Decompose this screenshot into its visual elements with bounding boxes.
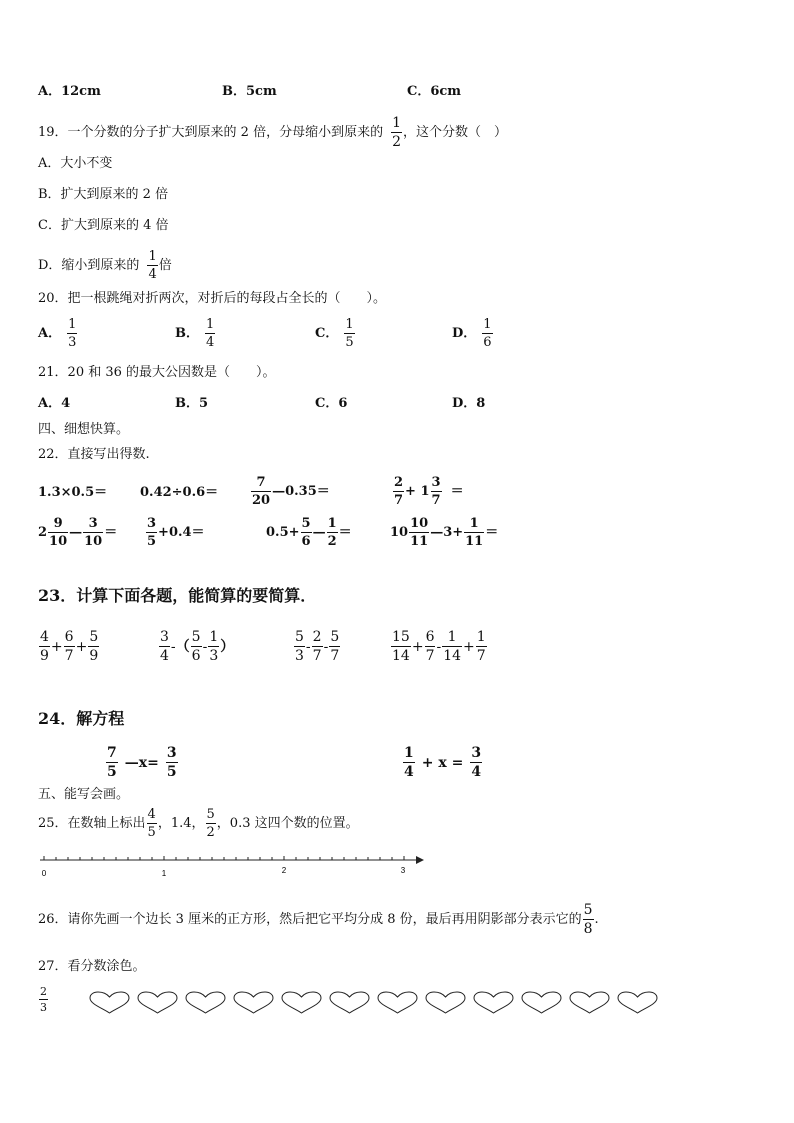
q23-e2-frac-b — [191, 630, 202, 663]
q19-stem-tail: ，这个分数（ ） — [403, 125, 508, 140]
q22-e6-tail: +0.4＝ — [158, 525, 205, 540]
q23-e1-c-num: 5 — [89, 629, 99, 645]
q22-expr-2: 0.42÷0.6＝ — [140, 485, 219, 500]
q22-e7-den-2: 2 — [327, 534, 337, 549]
q25-frac-1 — [147, 808, 157, 839]
q23-e3-op-2: - — [323, 638, 329, 655]
q22-e8-den-2: 11 — [465, 534, 484, 549]
q27-hearts-row — [88, 991, 659, 1015]
q22-e6-fraction — [146, 517, 157, 548]
q22-e5-tail: ＝ — [104, 525, 118, 540]
heart-shape[interactable] — [88, 991, 131, 1015]
q22-e3-fraction — [251, 476, 271, 507]
q23-e3-b-den: 7 — [312, 648, 322, 664]
q19-frac-num: 1 — [392, 115, 401, 131]
q19-option-d-tail: 倍 — [158, 258, 172, 273]
q23-e2-frac-a — [159, 630, 170, 663]
q22-e5-mid: — — [69, 525, 83, 540]
q23-e4-frac-e — [476, 630, 487, 663]
q22-e7-den-1: 6 — [301, 534, 311, 549]
heart-shape[interactable] — [520, 991, 563, 1015]
q22-e5-num-1: 9 — [53, 516, 63, 531]
q19-option-d-fraction — [147, 250, 157, 281]
q23-e1-frac-c — [88, 630, 99, 663]
q23-e3-frac-c — [329, 630, 340, 663]
q22-e7-num-2: 1 — [327, 516, 337, 531]
q20-d-label: D． — [452, 326, 477, 341]
q22-e4-den-2: 7 — [431, 493, 441, 508]
q20-c-den: 5 — [345, 335, 354, 350]
q24-eq2-den-2: 4 — [471, 764, 482, 780]
q22-e8-mid: —3+ — [430, 525, 464, 540]
q21-option-c: C．6 — [315, 396, 348, 411]
q23-expr-2 — [158, 630, 234, 663]
q20-a-fraction — [67, 318, 77, 349]
q25-stem — [38, 808, 359, 839]
q22-e5-frac-2 — [83, 517, 103, 548]
q23-e3-frac-a — [294, 630, 305, 663]
q19-option-b: B．扩大到原来的 2 倍 — [38, 187, 169, 202]
q26-stem-tail: . — [594, 912, 599, 927]
q22-e4-tail: ＝ — [450, 484, 464, 499]
q23-e1-frac-b — [64, 630, 75, 663]
q20-option-c — [315, 318, 356, 349]
q23-e1-b-num: 6 — [64, 629, 74, 645]
q20-option-b — [175, 318, 216, 349]
q27-fraction — [39, 986, 48, 1013]
q26-stem — [38, 903, 599, 936]
axis-label-1: 1 — [161, 869, 167, 878]
q23-e2-c-den: 3 — [209, 648, 219, 664]
q20-a-label: A． — [38, 326, 62, 341]
q19-option-d-text: D．缩小到原来的 — [38, 258, 140, 273]
q22-e3-num: 7 — [256, 475, 266, 490]
q22-e7-num-1: 5 — [301, 516, 311, 531]
q22-e3-den: 20 — [252, 493, 271, 508]
q22-e4-frac-2 — [431, 476, 442, 507]
q23-e3-c-num: 5 — [330, 629, 340, 645]
q22-e5-den-1: 10 — [49, 534, 68, 549]
q24-eq1-mid: —x= — [124, 754, 159, 771]
q23-e4-e-den: 7 — [476, 648, 486, 664]
q24-eq1-den-2: 5 — [166, 764, 177, 780]
q23-e4-frac-c — [442, 630, 462, 663]
q19-fraction — [391, 116, 402, 149]
q24-eq1-frac-2 — [166, 746, 178, 779]
q23-e1-op-2: + — [75, 638, 88, 655]
q22-e8-tail: ＝ — [485, 525, 499, 540]
q22-e5-whole: 2 — [38, 525, 48, 540]
q21-option-d: D．8 — [452, 396, 486, 411]
q22-e4-frac-1 — [393, 476, 404, 507]
q21-stem: 21．20 和 36 的最大公因数是（ ）。 — [38, 365, 276, 380]
q20-b-fraction — [205, 318, 215, 349]
q24-eq1-num-2: 3 — [166, 745, 177, 761]
q22-e5-num-2: 3 — [88, 516, 98, 531]
q22-e5-den-2: 10 — [84, 534, 103, 549]
q23-e2-a-num: 3 — [160, 629, 169, 645]
q22-e4-num-1: 2 — [394, 475, 404, 490]
q23-e4-e-num: 1 — [476, 629, 486, 645]
q26-num: 5 — [583, 902, 593, 918]
heart-shape[interactable] — [616, 991, 659, 1015]
q25-f2-num: 5 — [206, 807, 215, 822]
q22-expr-5 — [38, 517, 117, 548]
q25-number-line — [36, 850, 426, 880]
q25-stem-mid: ，1.4， — [157, 816, 205, 831]
q23-expr-1 — [38, 630, 100, 663]
q24-eq2-den-1: 4 — [404, 764, 414, 780]
q22-e7-mid: — — [312, 525, 326, 540]
q23-e1-a-num: 4 — [40, 629, 49, 645]
q23-e4-a-num: 15 — [392, 629, 410, 645]
q23-e2-b-den: 6 — [191, 648, 201, 664]
q22-e7-frac-2 — [327, 517, 338, 548]
q22-e4-den-1: 7 — [394, 493, 404, 508]
q19-d-num: 1 — [148, 249, 157, 264]
q22-e4-mid: + 1 — [405, 484, 430, 499]
q24-eq2-mid: + x = — [421, 754, 464, 771]
q23-e3-a-den: 3 — [295, 648, 304, 664]
q24-equation-1 — [105, 746, 179, 779]
heart-shape[interactable] — [184, 991, 227, 1015]
q20-a-den: 3 — [68, 335, 77, 350]
q24-eq1-num-1: 7 — [107, 745, 117, 761]
q23-e2-b-num: 5 — [191, 629, 201, 645]
q19-option-d — [38, 250, 172, 281]
q19-d-den: 4 — [148, 267, 157, 282]
q26-stem-head: 26．请你先画一个边长 3 厘米的正方形，然后把它平均分成 8 份，最后再用阴影部分表示它的 — [38, 912, 582, 927]
q23-e2-c-num: 1 — [209, 629, 219, 645]
q19-stem-text: 19．一个分数的分子扩大到原来的 2 倍，分母缩小到原来的 — [38, 125, 384, 140]
heart-shape[interactable] — [472, 991, 515, 1015]
q21-option-b: B．5 — [175, 396, 209, 411]
q24-eq2-frac-1 — [403, 746, 415, 779]
q27-den: 3 — [40, 1001, 47, 1014]
q19-frac-den: 2 — [392, 134, 401, 150]
q26-den: 8 — [583, 921, 593, 937]
q25-f1-num: 4 — [147, 807, 156, 822]
q20-d-den: 6 — [483, 335, 492, 350]
q23-e1-b-den: 7 — [64, 648, 74, 664]
q23-e3-c-den: 7 — [330, 648, 340, 664]
axis-label-0: 0 — [41, 869, 47, 878]
q20-stem: 20．把一根跳绳对折两次，对折后的每段占全长的（ ）。 — [38, 291, 387, 306]
q23-e1-frac-a — [39, 630, 50, 663]
q19-option-c: C．扩大到原来的 4 倍 — [38, 218, 169, 233]
q20-b-den: 4 — [206, 335, 215, 350]
number-line-ticks — [44, 856, 404, 860]
heart-shape[interactable] — [568, 991, 611, 1015]
q22-e7-tail: ＝ — [338, 525, 352, 540]
q22-e8-frac-1 — [409, 517, 429, 548]
q20-d-fraction — [482, 318, 492, 349]
q23-e1-op-1: + — [50, 638, 63, 655]
axis-label-2: 2 — [281, 866, 287, 875]
q23-e2-frac-c — [208, 630, 219, 663]
q22-expr-3 — [250, 476, 330, 507]
q20-option-d — [452, 318, 494, 349]
q24-equation-2 — [402, 746, 483, 779]
q20-c-label: C． — [315, 326, 339, 341]
q20-option-a — [38, 318, 78, 349]
q23-e1-c-den: 9 — [89, 648, 99, 664]
q24-eq1-frac-1 — [106, 746, 118, 779]
q22-e7-head: 0.5+ — [266, 525, 300, 540]
q22-e6-num: 3 — [147, 516, 157, 531]
q23-e2-op-2: - — [202, 638, 208, 655]
q22-e8-num-1: 10 — [410, 516, 429, 531]
q22-e7-frac-1 — [301, 517, 312, 548]
q19-option-a: A．大小不变 — [38, 156, 113, 171]
q24-eq1-den-1: 5 — [107, 764, 117, 780]
q23-e2-left-paren: （ — [175, 638, 190, 655]
q23-e2-a-den: 4 — [160, 648, 169, 664]
q23-expr-4 — [390, 630, 488, 663]
q23-e4-c-num: 1 — [447, 629, 457, 645]
q25-f1-den: 5 — [147, 825, 156, 840]
q22-e3-tail: —0.35＝ — [272, 484, 330, 499]
q23-e4-frac-a — [391, 630, 411, 663]
q23-e3-op-1: - — [305, 638, 311, 655]
q25-f2-den: 2 — [206, 825, 215, 840]
q20-b-label: B． — [175, 326, 199, 341]
q22-expr-8 — [390, 517, 498, 548]
q20-b-num: 1 — [206, 317, 215, 332]
q23-expr-3 — [293, 630, 341, 663]
q22-expr-7 — [266, 517, 352, 548]
heart-shape[interactable] — [232, 991, 275, 1015]
q22-e8-frac-2 — [464, 517, 484, 548]
number-line-arrow — [416, 856, 424, 864]
heart-shape[interactable] — [328, 991, 371, 1015]
q23-e2-right-paren: ） — [220, 638, 235, 655]
heart-shape[interactable] — [376, 991, 419, 1015]
q23-e1-a-den: 9 — [40, 648, 49, 664]
q24-stem: 24．解方程 — [38, 709, 125, 728]
q23-e4-b-den: 7 — [425, 648, 435, 664]
q23-e3-b-num: 2 — [312, 629, 322, 645]
heart-shape[interactable] — [136, 991, 179, 1015]
q22-expr-6 — [145, 517, 205, 548]
q25-stem-head: 25．在数轴上标出 — [38, 816, 146, 831]
q22-e8-whole: 10 — [390, 525, 409, 540]
q22-e8-den-1: 11 — [410, 534, 429, 549]
q24-eq2-frac-2 — [470, 746, 482, 779]
q20-c-num: 1 — [345, 317, 354, 332]
q23-e4-b-num: 6 — [425, 629, 435, 645]
q23-e4-frac-b — [425, 630, 436, 663]
q22-expr-1: 1.3×0.5＝ — [38, 485, 108, 500]
q23-e4-op-3: + — [463, 638, 475, 655]
section-5-heading: 五、能写会画。 — [38, 787, 130, 802]
q20-a-num: 1 — [68, 317, 77, 332]
q18-option-c: C．6cm — [407, 84, 462, 99]
q23-e4-op-1: + — [411, 638, 424, 655]
q23-e4-a-den: 14 — [392, 648, 410, 664]
q20-d-num: 1 — [483, 317, 492, 332]
q25-frac-2 — [206, 808, 216, 839]
q26-fraction — [583, 903, 594, 936]
q20-c-fraction — [344, 318, 354, 349]
q18-option-b: B．5cm — [222, 84, 277, 99]
q23-e3-a-num: 5 — [295, 629, 304, 645]
q22-expr-4 — [392, 476, 464, 507]
q18-option-a: A．12cm — [38, 84, 101, 99]
section-4-heading: 四、细想快算。 — [38, 422, 130, 437]
q22-e5-frac-1 — [48, 517, 68, 548]
heart-shape[interactable] — [280, 991, 323, 1015]
q22-e6-den: 5 — [147, 534, 157, 549]
q23-e3-frac-b — [312, 630, 323, 663]
axis-label-3: 3 — [400, 866, 406, 875]
q23-e4-op-2: - — [436, 638, 442, 655]
q22-stem: 22．直接写出得数. — [38, 447, 150, 462]
q27-num: 2 — [40, 985, 47, 998]
q25-stem-tail: ，0.3 这四个数的位置。 — [216, 816, 359, 831]
q19-stem — [38, 116, 507, 149]
q23-e2-op-1: - — [170, 638, 176, 655]
q22-e4-num-2: 3 — [431, 475, 441, 490]
q27-fraction-label — [38, 986, 49, 1013]
q23-stem: 23．计算下面各题，能简算的要简算． — [38, 586, 317, 605]
q22-e8-num-2: 1 — [469, 516, 479, 531]
q23-e4-c-den: 14 — [443, 648, 462, 664]
q21-option-a: A．4 — [38, 396, 71, 411]
q24-eq2-num-1: 1 — [404, 745, 414, 761]
q27-stem: 27．看分数涂色。 — [38, 959, 146, 974]
q24-eq2-num-2: 3 — [471, 745, 482, 761]
heart-shape[interactable] — [424, 991, 467, 1015]
